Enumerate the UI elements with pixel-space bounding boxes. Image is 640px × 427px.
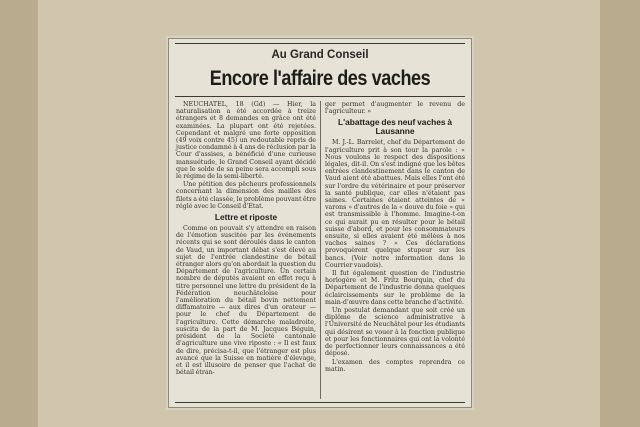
newspaper-clipping: [168, 38, 472, 408]
article-headline: Encore l'affaire des vaches: [209, 67, 431, 90]
paragraph: M. J.-L. Barrelet, chef du Département de l'agriculture prit à son tour la parole : « Nous voulons le respect des dispositions légales, dit-il. On s'est indigné que les bêtes entrées clandestinement dans le canton de Vaud aient été abattues. Mais elles l'ont été sur l'ordre du vétérinaire et pour préserver la santé publique, car elles n'étaient pas saines. Certaines étaient atteintes de « varons » d'autres de la « douve du foie » qui est transmissible à l'homme. Imagine-t-on ce qui aurait pu en résulter pour le bétail suisse d'abord, et pour les consommateurs ensuite, si elles avaient été mêlées à nos vaches saines ? » Ces déclarations provoquèrent quelque stupeur sur les bancs. (Voir notre information dans le Courrier vaudois).: [325, 139, 465, 269]
paragraph: Un postulat demandant que soit créé un diplôme de science administrative à l'Université de Neuchâtel pour les étudiants qui désirent se vouer à la fonction publique et pour les fonctionnaires qui ont la volonté de perfectionner leurs connaissances a été déposé.: [325, 307, 465, 358]
right-column: [325, 101, 465, 374]
paragraph: Une pétition des pêcheurs professionnels concernant la dimension des mailles des filets a été classée, le problème pouvant être réglé avec le Conseil d'Etat.: [176, 181, 316, 210]
paragraph: Il fut également question de l'industrie horlogère et M. Fritz Bourquin, chef du Département de l'industrie donna quelques éclaircissements sur le problème de la main-d'œuvre dans cette branche d'activité.: [325, 270, 465, 306]
top-rule: [175, 43, 465, 44]
paragraph: ger permet d'augmenter le revenu de l'agriculteur. »: [325, 101, 465, 116]
subheading: L'abattage des neuf vaches à Lausanne: [337, 117, 453, 137]
paragraph: L'examen des comptes reprendra ce matin.: [325, 358, 465, 373]
bottom-rule: [175, 402, 465, 403]
left-column: [176, 101, 316, 377]
subheading: Lettre et riposte: [214, 212, 278, 223]
paragraph: Comme on pouvait s'y attendre en raison de l'émotion suscitée par les événements récents qui se sont déroulés dans le canton de Vaud, un important débat s'est élevé au sujet de l'entrée clandestine de bétail étranger alors qu'on abordait la question du Département de l'agriculture. Un certain nombre de députés avaient en effet reçu à titre personnel une lettre du président de la Fédération neuchâteloise pour l'amélioration du bétail bovin nettement diffamatoire — aux dires d'un orateur — pour le chef du Département de l'agriculture. Cette démarche maladroite, suscita de la part de M. Jacques Béguin, président de la Société cantonale d'agriculture une vive riposte : « Il est faux de dire, précisa-t-il, que l'étranger est plus avancé que la Suisse en matière d'élevage, et il est illusoire de penser que l'achat de bétail étran-: [176, 225, 316, 377]
paragraph: NEUCHATEL, 18 (Gd) — Hier, la naturalisation a été accordée à treize étrangers et 8 demandes en grâce ont été examinées. La plupart ont été rejetées. Cependant et malgré une forte opposition (49 voix contre 45) un redoutable repris de justice condamné à 4 ans de réclusion par la Cour d'assises, a bénéficié d'une curieuse mansuétude, le Grand Conseil ayant décidé que le solde de sa peine sera accompli sous le régime de la semi-liberté.: [176, 101, 316, 181]
headline-rule: [175, 96, 465, 97]
column-divider: [320, 101, 321, 399]
article-kicker: Au Grand Conseil: [271, 49, 369, 61]
